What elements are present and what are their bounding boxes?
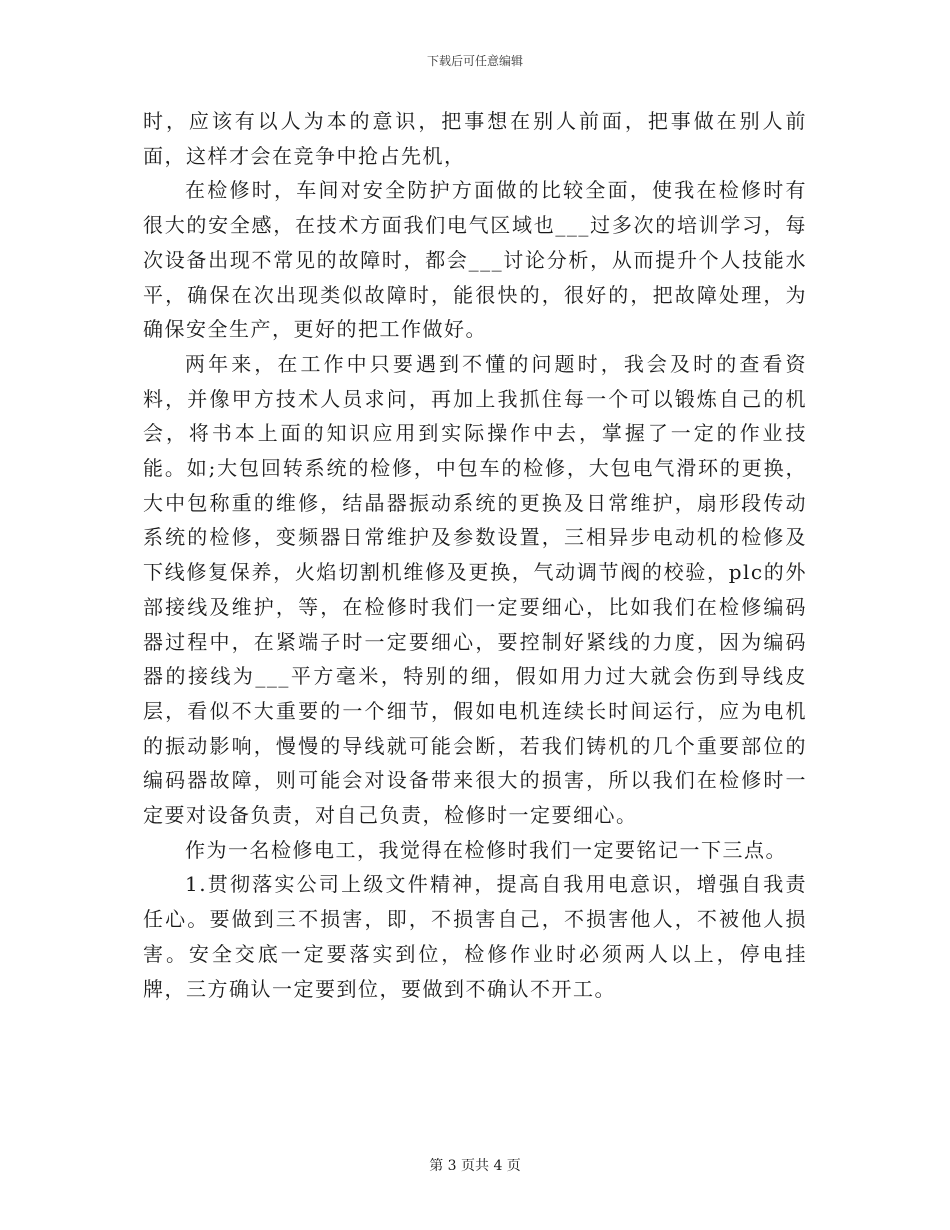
- paragraph-point-one: 1.贯彻落实公司上级文件精神，提高自我用电意识，增强自我责任心。要做到三不损害，即，不损害自己，不损害他人，不被他人损害。安全交底一定要落实到位，检修作业时必须两人以上，停电挂牌，三方确认一定要到位，要做到不确认不开工。: [143, 872, 807, 1001]
- paragraph-three-points-intro: 作为一名检修电工，我觉得在检修时我们一定要铭记一下三点。: [185, 837, 787, 862]
- paragraph-continuation: 时，应该有以人为本的意识，把事想在别人前面，把事做在别人前面，这样才会在竞争中抢占先机，: [143, 109, 807, 168]
- paragraph-two-years-experience: 两年来，在工作中只要遇到不懂的问题时，我会及时的查看资料，并像甲方技术人员求问，再加上我抓住每一个可以锻炼自己的机会，将书本上面的知识应用到实际操作中去，掌握了一定的作业技能。如;大包回转系统的检修，中包车的检修，大包电气滑环的更换，大中包称重的维修，结晶器振动系统的更换及日常维护，扇形段传动系统的检修，变频器日常维护及参数设置，三相异步电动机的检修及下线修复保养，火焰切割机维修及更换，气动调节阀的校验，plc的外部接线及维护，等，在检修时我们一定要细心，比如我们在检修编码器过程中，在紧端子时一定要细心，要控制好紧线的力度，因为编码器的接线为___平方毫米，特别的细，假如用力过大就会伤到导线皮层，看似不大重要的一个细节，假如电机连续长时间运行，应为电机的振动影响，慢慢的导线就可能会断，若我们铸机的几个重要部位的编码器故障，则可能会对设备带来很大的损害，所以我们在检修时一定要对设备负责，对自己负责，检修时一定要细心。: [143, 351, 807, 828]
- paragraph-safety-training: 在检修时，车间对安全防护方面做的比较全面，使我在检修时有很大的安全感，在技术方面我们电气区域也___过多次的培训学习，每次设备出现不常见的故障时，都会___讨论分析，从而提升个人技能水平，确保在次出现类似故障时，能很快的，很好的，把故障处理，为确保安全生产，更好的把工作做好。: [143, 178, 807, 342]
- page-header: 下载后可任意编辑: [426, 54, 523, 68]
- document-body: [143, 104, 807, 1006]
- page-footer: 第 3 页共 4 页: [429, 1158, 521, 1174]
